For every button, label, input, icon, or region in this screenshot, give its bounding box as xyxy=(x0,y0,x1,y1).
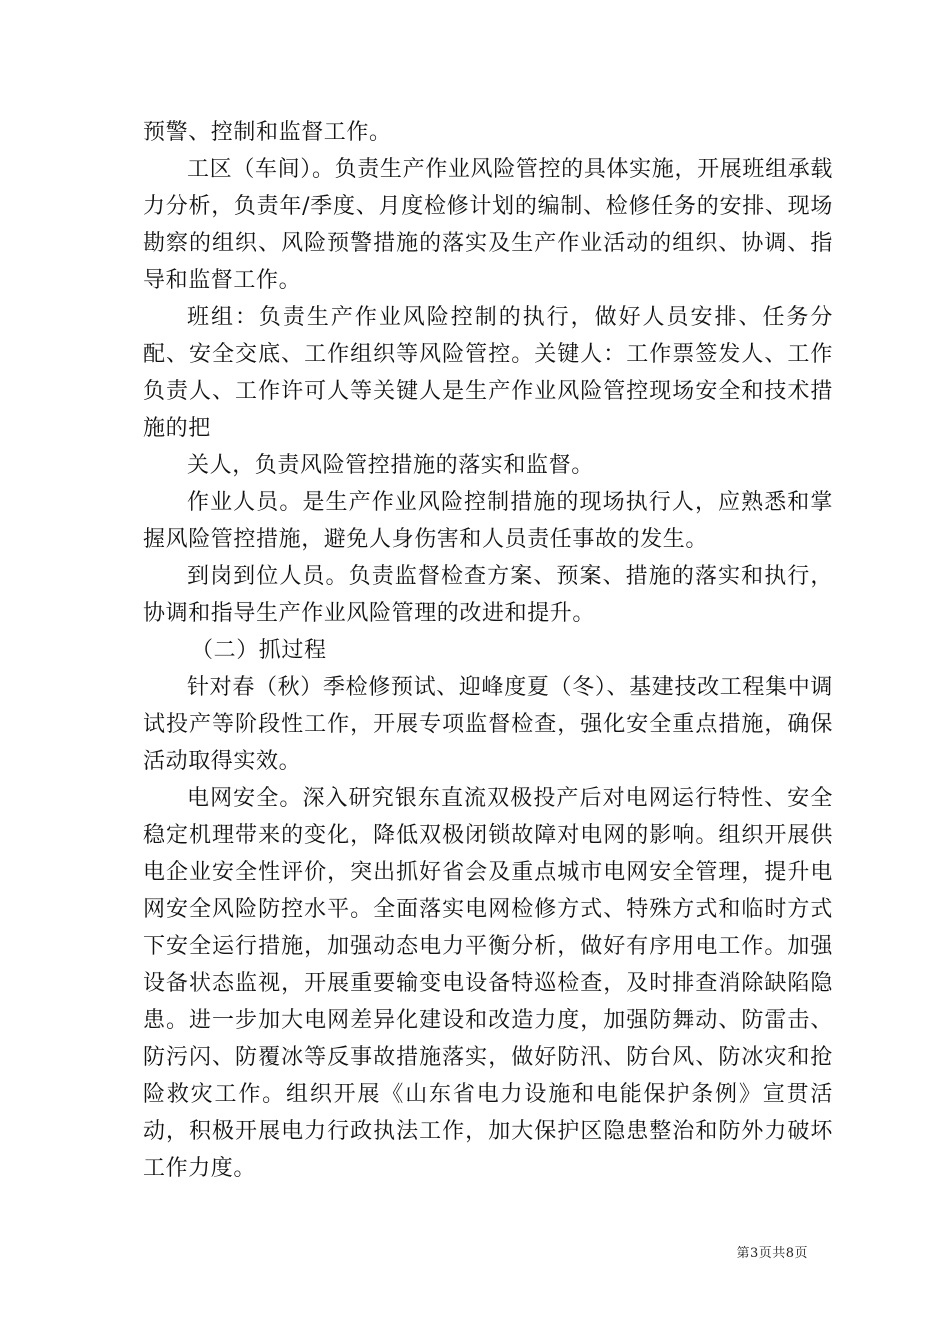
document-body xyxy=(143,114,833,1187)
paragraph-grid-safety: 电网安全。深入研究银东直流双极投产后对电网运行特性、安全稳定机理带来的变化，降低双极闭锁故障对电网的影响。组织开展供电企业安全性评价，突出抓好省会及重点城市电网安全管理，提升电网安全风险防控水平。全面落实电网检修方式、特殊方式和临时方式下安全运行措施，加强动态电力平衡分析，做好有序用电工作。加强设备状态监视，开展重要输变电设备特巡检查，及时排查消除缺陷隐患。进一步加大电网差异化建设和改造力度，加强防舞动、防雷击、防污闪、防覆冰等反事故措施落实，做好防汛、防台风、防冰灾和抢险救灾工作。组织开展《山东省电力设施和电能保护条例》宣贯活动，积极开展电力行政执法工作，加大保护区隐患整治和防外力破坏工作力度。 xyxy=(143,786,833,1181)
paragraph-seasonal-work: 针对春（秋）季检修预试、迎峰度夏（冬）、基建技改工程集中调试投产等阶段性工作，开展专项监督检查，强化安全重点措施，确保活动取得实效。 xyxy=(143,675,833,774)
page-number: 第3页共8页 xyxy=(736,1246,808,1261)
section-heading-process: （二）抓过程 xyxy=(191,638,327,663)
paragraph-continuation: 预警、控制和监督工作。 xyxy=(143,120,392,145)
paragraph-onsite-staff: 到岗到位人员。负责监督检查方案、预案、措施的落实和执行，协调和指导生产作业风险管理的改进和提升。 xyxy=(143,564,833,626)
paragraph-key-person: 关人，负责风险管控措施的落实和监督。 xyxy=(187,453,594,478)
paragraph-team: 班组：负责生产作业风险控制的执行，做好人员安排、任务分配、安全交底、工作组织等风险管控。关键人：工作票签发人、工作负责人、工作许可人等关键人是生产作业风险管控现场安全和技术措施的把 xyxy=(143,305,833,441)
paragraph-workshop: 工区（车间）。负责生产作业风险管控的具体实施，开展班组承载力分析，负责年/季度、月度检修计划的编制、检修任务的安排、现场勘察的组织、风险预警措施的落实及生产作业活动的组织、协调、指导和监督工作。 xyxy=(143,157,833,293)
paragraph-workers: 作业人员。是生产作业风险控制措施的现场执行人，应熟悉和掌握风险管控措施，避免人身伤害和人员责任事故的发生。 xyxy=(143,490,833,552)
